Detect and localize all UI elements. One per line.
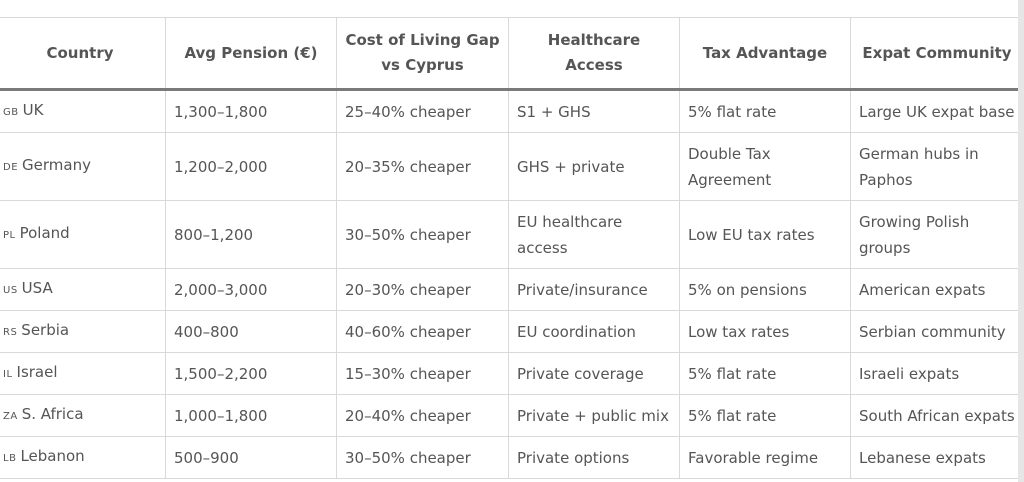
cell-expat: Lebanese expats — [851, 437, 1024, 479]
table-row — [0, 269, 1024, 311]
country-name: UK — [22, 101, 44, 119]
flag-us-icon: US — [3, 285, 18, 296]
country-name: Germany — [22, 156, 91, 174]
cell-pension: 1,200–2,000 — [166, 133, 337, 201]
country-name: Poland — [19, 224, 70, 242]
flag-lb-icon: LB — [3, 453, 17, 464]
cell-country — [0, 90, 166, 133]
cell-pension: 500–900 — [166, 437, 337, 479]
cell-country — [0, 395, 166, 437]
table-row — [0, 353, 1024, 395]
cell-pension: 1,300–1,800 — [166, 90, 337, 133]
table-row — [0, 201, 1024, 269]
cell-tax: 5% flat rate — [680, 90, 851, 133]
cell-tax: 5% flat rate — [680, 353, 851, 395]
cell-pension: 400–800 — [166, 311, 337, 353]
cell-healthcare: Private options — [509, 437, 680, 479]
cell-tax: Favorable regime — [680, 437, 851, 479]
flag-de-icon: DE — [3, 162, 19, 173]
cell-healthcare: EU coordination — [509, 311, 680, 353]
cell-expat: American expats — [851, 269, 1024, 311]
flag-pl-icon: PL — [3, 230, 16, 241]
table-row — [0, 311, 1024, 353]
cell-expat: Israeli expats — [851, 353, 1024, 395]
country-name: USA — [21, 279, 53, 297]
header-pension: Avg Pension (€) — [166, 18, 337, 90]
cell-tax: Low EU tax rates — [680, 201, 851, 269]
flag-rs-icon: RS — [3, 327, 18, 338]
flag-za-icon: ZA — [3, 411, 18, 422]
country-name: Serbia — [21, 321, 70, 339]
country-name: S. Africa — [21, 405, 84, 423]
cell-expat: Growing Polish groups — [851, 201, 1024, 269]
cell-cost: 25–40% cheaper — [337, 90, 509, 133]
cell-pension: 800–1,200 — [166, 201, 337, 269]
cell-tax: 5% flat rate — [680, 395, 851, 437]
cell-country — [0, 133, 166, 201]
header-country: Country — [0, 18, 166, 90]
cell-country — [0, 311, 166, 353]
table-header — [0, 18, 1024, 90]
cell-healthcare: GHS + private — [509, 133, 680, 201]
vertical-scrollbar[interactable] — [1018, 0, 1024, 482]
country-name: Lebanon — [20, 447, 85, 465]
cell-tax: Double Tax Agreement — [680, 133, 851, 201]
pension-comparison-table — [0, 17, 1024, 479]
header-row — [0, 18, 1024, 90]
cell-pension: 1,000–1,800 — [166, 395, 337, 437]
header-expat: Expat Community — [851, 18, 1024, 90]
cell-healthcare: EU healthcare access — [509, 201, 680, 269]
table-body — [0, 90, 1024, 479]
country-name: Israel — [16, 363, 58, 381]
cell-country — [0, 269, 166, 311]
header-healthcare: Healthcare Access — [509, 18, 680, 90]
table-row — [0, 133, 1024, 201]
header-cost-line2: vs Cyprus — [381, 56, 464, 74]
cell-tax: 5% on pensions — [680, 269, 851, 311]
cell-pension: 2,000–3,000 — [166, 269, 337, 311]
table-row — [0, 437, 1024, 479]
flag-il-icon: IL — [3, 369, 13, 380]
cell-healthcare: Private coverage — [509, 353, 680, 395]
cell-healthcare: Private + public mix — [509, 395, 680, 437]
cell-cost: 40–60% cheaper — [337, 311, 509, 353]
header-cost-line1: Cost of Living Gap — [345, 31, 500, 49]
header-cost-of-living — [337, 18, 509, 90]
cell-country — [0, 437, 166, 479]
cell-cost: 20–30% cheaper — [337, 269, 509, 311]
table-row — [0, 395, 1024, 437]
cell-cost: 15–30% cheaper — [337, 353, 509, 395]
cell-country — [0, 353, 166, 395]
cell-expat: South African expats — [851, 395, 1024, 437]
cell-healthcare: S1 + GHS — [509, 90, 680, 133]
cell-expat: German hubs in Paphos — [851, 133, 1024, 201]
flag-gb-icon: GB — [3, 107, 19, 118]
header-tax: Tax Advantage — [680, 18, 851, 90]
cell-healthcare: Private/insurance — [509, 269, 680, 311]
cell-cost: 30–50% cheaper — [337, 201, 509, 269]
cell-cost: 30–50% cheaper — [337, 437, 509, 479]
cell-pension: 1,500–2,200 — [166, 353, 337, 395]
cell-country — [0, 201, 166, 269]
cell-cost: 20–40% cheaper — [337, 395, 509, 437]
cell-cost: 20–35% cheaper — [337, 133, 509, 201]
cell-expat: Serbian community — [851, 311, 1024, 353]
cell-expat: Large UK expat base — [851, 90, 1024, 133]
cell-tax: Low tax rates — [680, 311, 851, 353]
table-row — [0, 90, 1024, 133]
